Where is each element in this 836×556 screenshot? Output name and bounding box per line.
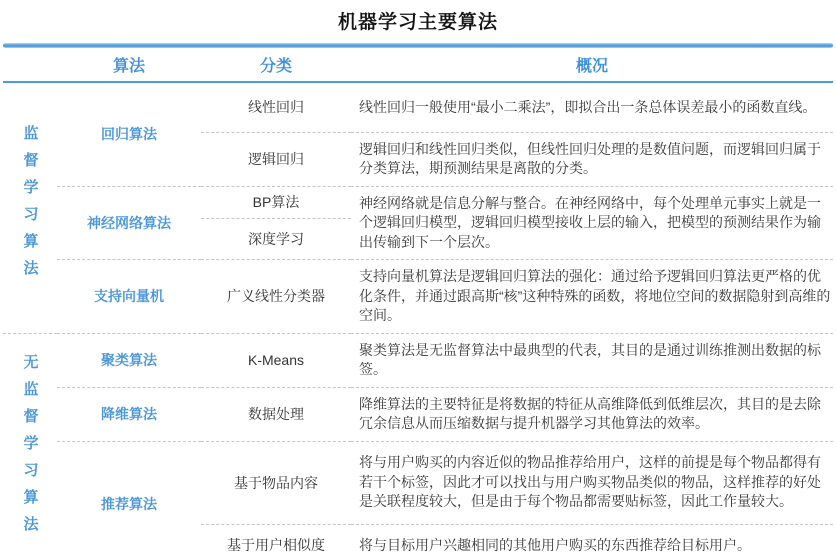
algorithm-name-regression: 回归算法 bbox=[101, 126, 157, 143]
group-cell-unsupervised bbox=[3, 333, 57, 556]
overview-user-similarity-based: 将与目标用户兴趣相同的其他用户购买的东西推荐给目标用户。 bbox=[351, 524, 833, 556]
algorithm-name-clustering: 聚类算法 bbox=[57, 333, 201, 387]
category-deep-learning: 深度学习 bbox=[201, 219, 351, 260]
table-row bbox=[3, 333, 833, 387]
overview-dimensionality-reduction: 降维算法的主要特征是将数据的特征从高维降低到低维层次，其目的是去除冗余信息从而压缩数据与提升机器学习其他算法的效率。 bbox=[351, 387, 833, 441]
overview-logistic-regression: 逻辑回归和线性回归类似，但线性回归处理的是数值问题，而逻辑回归属于分类算法，期预测结果是离散的分类。 bbox=[351, 132, 833, 186]
overview-clustering: 聚类算法是无监督算法中最典型的代表，其目的是通过训练推测出数据的标签。 bbox=[351, 333, 833, 387]
table-row bbox=[3, 186, 833, 219]
table-row bbox=[3, 387, 833, 441]
table-row bbox=[3, 260, 833, 334]
header-algorithm: 算法 bbox=[57, 48, 201, 82]
group-cell-supervised bbox=[3, 82, 57, 333]
category-generalized-linear-classifier: 广义线性分类器 bbox=[201, 260, 351, 334]
category-logistic-regression: 逻辑回归 bbox=[201, 132, 351, 186]
algorithms-table bbox=[3, 48, 833, 556]
page-title: 机器学习主要算法 bbox=[337, 12, 498, 33]
header-row bbox=[3, 48, 833, 82]
group-label-supervised: 监督学习算法 bbox=[21, 125, 39, 288]
overview-item-content-based: 将与用户购买的内容近似的物品推荐给用户，这样的前提是每个物品都得有若干个标签，因此才可以找出与用户购买物品类似的物品，这样推荐的好处是关联程度较大，但是由于每个物品都需要贴标签，因此工作量较大。 bbox=[351, 441, 833, 524]
table-row bbox=[3, 82, 833, 132]
algorithm-name-svm: 支持向量机 bbox=[57, 260, 201, 334]
algorithm-name-neural-network: 神经网络算法 bbox=[57, 186, 201, 260]
header-group-spacer bbox=[3, 48, 57, 82]
category-item-content-based: 基于物品内容 bbox=[201, 441, 351, 524]
overview-svm: 支持向量机算法是逻辑回归算法的强化：通过给予逻辑回归算法更严格的优化条件，并通过跟高斯“核”这种特殊的函数，将地位空间的数据隐射到高维的空间。 bbox=[351, 260, 833, 334]
category-user-similarity-based: 基于用户相似度 bbox=[201, 524, 351, 556]
category-data-processing: 数据处理 bbox=[201, 387, 351, 441]
algorithm-name-dimensionality-reduction: 降维算法 bbox=[57, 387, 201, 441]
table-row bbox=[3, 441, 833, 524]
header-category: 分类 bbox=[201, 48, 351, 82]
algorithm-name-recommendation: 推荐算法 bbox=[57, 441, 201, 556]
overview-neural-network: 神经网络就是信息分解与整合。在神经网络中，每个处理单元事实上就是一个逻辑回归模型，逻辑回归模型接收上层的输入，把模型的预测结果作为输出传输到下一个层次。 bbox=[351, 186, 833, 260]
header-overview: 概况 bbox=[351, 48, 833, 82]
category-bp-algorithm: BP算法 bbox=[201, 186, 351, 219]
overview-linear-regression: 线性回归一般使用“最小二乘法”，即拟合出一条总体误差最小的函数直线。 bbox=[359, 98, 817, 115]
category-kmeans: K-Means bbox=[201, 333, 351, 387]
group-label-unsupervised: 无监督学习算法 bbox=[21, 353, 39, 543]
category-linear-regression: 线性回归 bbox=[248, 99, 304, 116]
